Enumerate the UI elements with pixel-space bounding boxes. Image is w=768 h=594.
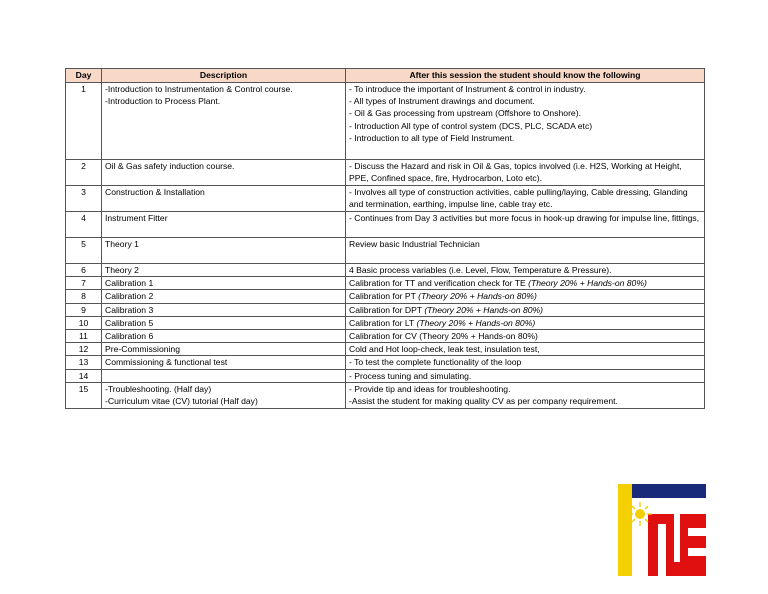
- description-line: Commissioning & functional test: [105, 357, 228, 368]
- outcome-line: -Assist the student for making quality CV as per company requirement.: [349, 396, 618, 407]
- column-header-description: Description: [102, 69, 346, 83]
- day-cell: 11: [66, 330, 102, 343]
- table-row: [66, 264, 705, 277]
- description-cell: [102, 290, 346, 303]
- day-cell: 12: [66, 343, 102, 356]
- description-cell: [102, 303, 346, 316]
- outcome-line: - Continues from Day 3 activities but more focus in hook-up drawing for impulse line, fittings,: [349, 213, 700, 223]
- outcome-line: - To test the complete functionality of the loop: [349, 357, 522, 368]
- description-line: Theory 2: [105, 265, 139, 275]
- outcome-line: - To introduce the important of Instrument & control in industry.: [349, 84, 586, 94]
- outcome-cell: [346, 330, 705, 343]
- description-line: Oil & Gas safety induction course.: [105, 161, 235, 171]
- table-row: [66, 160, 705, 186]
- description-cell: [102, 238, 346, 264]
- outcome-cell: [346, 186, 705, 212]
- outcome-line: [349, 317, 701, 329]
- day-cell: 14: [66, 369, 102, 382]
- day-cell: 4: [66, 212, 102, 238]
- outcome-cell: [346, 382, 705, 408]
- table-row: [66, 212, 705, 238]
- outcome-cell: [346, 316, 705, 329]
- outcome-cell: [346, 277, 705, 290]
- description-cell: [102, 356, 346, 369]
- description-cell: [102, 369, 346, 382]
- description-line: Calibration 5: [105, 317, 154, 328]
- description-line: -Introduction to Process Plant.: [105, 96, 221, 107]
- outcome-line: - Involves all type of construction activities, cable pulling/laying, Cable dressing, Glanding and termination, earthing, impulse line, cable tray etc.: [349, 187, 688, 210]
- description-line: Calibration 6: [105, 331, 154, 342]
- outcome-ratio-text: (Theory 20% + Hands-on 80%): [528, 278, 647, 289]
- description-cell: [102, 343, 346, 356]
- table-row: [66, 277, 705, 290]
- outcome-line: Review basic Industrial Technician: [349, 239, 480, 249]
- day-cell: 2: [66, 160, 102, 186]
- outcome-line: [349, 277, 701, 289]
- description-cell: [102, 316, 346, 329]
- outcome-line: - Process tuning and simulating.: [349, 370, 472, 381]
- description-cell: [102, 186, 346, 212]
- outcome-cell: [346, 264, 705, 277]
- logo-white-gap: [688, 548, 706, 556]
- outcome-text: Calibration for TT and verification check for TE: [349, 278, 529, 289]
- day-cell: 6: [66, 264, 102, 277]
- outcome-line: - Discuss the Hazard and risk in Oil & Gas, topics involved (i.e. H2S, Working at Height, PPE, Confined space, fire, Hydrocarbon, Loto etc).: [349, 161, 682, 184]
- day-cell: 7: [66, 277, 102, 290]
- day-cell: 1: [66, 83, 102, 160]
- outcome-cell: [346, 343, 705, 356]
- outcome-line: 4 Basic process variables (i.e. Level, Flow, Temperature & Pressure).: [349, 265, 612, 275]
- day-cell: 9: [66, 303, 102, 316]
- outcome-text: Calibration for PT: [349, 291, 419, 302]
- table-row: [66, 330, 705, 343]
- outcome-cell: [346, 303, 705, 316]
- table-row: [66, 186, 705, 212]
- outcome-cell: [346, 356, 705, 369]
- description-line: Calibration 1: [105, 278, 154, 289]
- outcome-line: [349, 290, 701, 302]
- column-header-outcome: After this session the student should know the following: [346, 69, 705, 83]
- logo-blue-band: [624, 484, 706, 498]
- outcome-line: Cold and Hot loop-check, leak test, insulation test,: [349, 344, 540, 355]
- outcome-line: - Provide tip and ideas for troubleshooting.: [349, 383, 511, 394]
- description-line: Construction & Installation: [105, 187, 205, 197]
- description-cell: [102, 212, 346, 238]
- description-cell: [102, 160, 346, 186]
- day-cell: 3: [66, 186, 102, 212]
- description-cell: [102, 83, 346, 160]
- outcome-cell: [346, 83, 705, 160]
- description-cell: [102, 264, 346, 277]
- description-line: Theory 1: [105, 239, 139, 249]
- outcome-text: Calibration for DPT: [349, 304, 425, 315]
- outcome-line: - Oil & Gas processing from upstream (Offshore to Onshore).: [349, 108, 581, 119]
- description-cell: [102, 277, 346, 290]
- table-row: [66, 316, 705, 329]
- outcome-cell: [346, 160, 705, 186]
- table-row: [66, 83, 705, 160]
- sun-icon: [635, 509, 645, 519]
- logo-white-gap: [674, 514, 680, 562]
- description-line: Instrument Fitter: [105, 213, 168, 223]
- description-line: -Troubleshooting. (Half day): [105, 383, 212, 394]
- table-row: [66, 290, 705, 303]
- logo-white-gap: [658, 524, 666, 576]
- table-row: [66, 238, 705, 264]
- logo-yellow-bar: [618, 484, 632, 576]
- description-line: Pre-Commissioning: [105, 344, 180, 355]
- table-row: [66, 382, 705, 408]
- column-header-day: Day: [66, 69, 102, 83]
- outcome-ratio-text: (Theory 20% + Hands-on 80%): [418, 291, 537, 302]
- outcome-ratio-text: (Theory 20% + Hands-on 80%): [424, 304, 544, 315]
- description-line: -Introduction to Instrumentation & Control course.: [105, 84, 293, 94]
- outcome-text: Calibration for LT: [349, 317, 417, 328]
- outcome-line: - Introduction All type of control system (DCS, PLC, SCADA etc): [349, 120, 593, 131]
- table-row: [66, 369, 705, 382]
- outcome-cell: [346, 290, 705, 303]
- outcome-cell: [346, 369, 705, 382]
- table-row: [66, 343, 705, 356]
- description-line: Calibration 2: [105, 291, 154, 302]
- description-cell: [102, 330, 346, 343]
- outcome-line: - Introduction to all type of Field Instrument.: [349, 132, 515, 143]
- day-cell: 8: [66, 290, 102, 303]
- day-cell: 15: [66, 382, 102, 408]
- outcome-line: Calibration for CV (Theory 20% + Hands-on 80%): [349, 331, 538, 342]
- flag-style-logo: [618, 484, 706, 576]
- outcome-cell: [346, 238, 705, 264]
- description-line: -Curriculum vitae (CV) tutorial (Half day): [105, 396, 258, 407]
- outcome-cell: [346, 212, 705, 238]
- outcome-ratio-text: (Theory 20% + Hands-on 80%): [416, 317, 536, 328]
- logo-white-gap: [688, 528, 706, 536]
- day-cell: 10: [66, 316, 102, 329]
- outcome-line: [349, 304, 701, 316]
- description-line: Calibration 3: [105, 304, 154, 315]
- table-row: [66, 356, 705, 369]
- day-cell: 5: [66, 238, 102, 264]
- outcome-line: - All types of Instrument drawings and document.: [349, 96, 535, 107]
- training-schedule-table: [65, 68, 705, 409]
- table-header-row: [66, 69, 705, 83]
- description-cell: [102, 382, 346, 408]
- day-cell: 13: [66, 356, 102, 369]
- table-row: [66, 303, 705, 316]
